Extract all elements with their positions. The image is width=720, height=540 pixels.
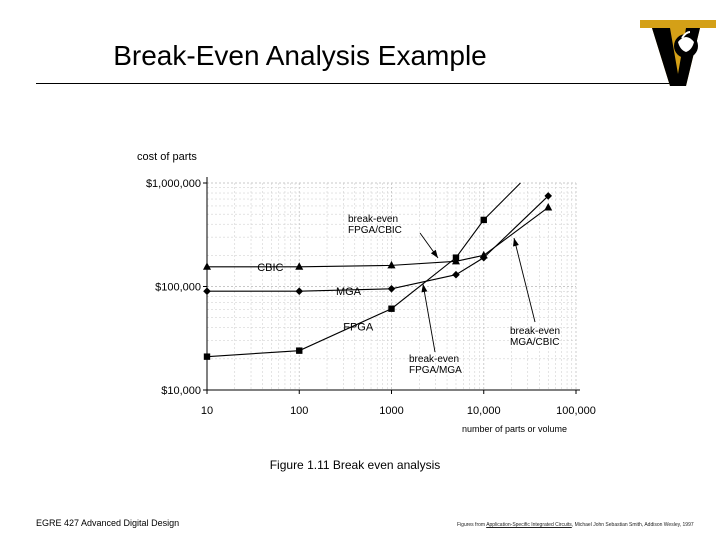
- data-point-fpga: [481, 217, 487, 223]
- data-point-cbic: [388, 261, 396, 269]
- annotation-text: break-even: [409, 354, 460, 365]
- annotation-arrow-line: [423, 284, 435, 352]
- data-point-mga: [203, 287, 211, 295]
- y-tick-label: $10,000: [161, 385, 201, 397]
- data-point-cbic: [544, 203, 552, 211]
- data-point-cbic: [295, 262, 303, 270]
- y-axis-label: cost of parts: [137, 151, 197, 163]
- footer-citation: [457, 522, 697, 529]
- annotation-arrowhead: [431, 250, 438, 258]
- data-point-mga: [452, 271, 460, 279]
- annotation-text: break-even: [510, 326, 561, 337]
- annotation-text: FPGA/CBIC: [348, 225, 402, 236]
- x-tick-label: 10,000: [466, 405, 501, 417]
- slide-title: Break-Even Analysis Example: [113, 40, 487, 71]
- annotation-breakeven-fpga-cbic: [348, 214, 438, 258]
- series-cbic: [203, 203, 552, 270]
- annotation-arrowhead: [421, 284, 427, 292]
- citation-prefix: Figures from: [457, 522, 487, 528]
- annotation-breakeven-fpga-mga: [409, 284, 462, 376]
- figure-caption: Figure 1.11 Break even analysis: [269, 458, 441, 472]
- x-axis-label: number of parts or volume: [462, 424, 568, 434]
- data-point-cbic: [203, 262, 211, 270]
- annotation-arrowhead: [513, 238, 519, 246]
- series-label-mga: MGA: [335, 286, 362, 299]
- y-tick-label: $1,000,000: [145, 178, 201, 190]
- x-tick-label: 1000: [379, 405, 404, 417]
- x-tick-label: 100: [290, 405, 309, 417]
- data-point-fpga: [388, 306, 394, 312]
- y-tick-label: $100,000: [155, 281, 201, 294]
- data-point-mga: [295, 287, 303, 295]
- series-line-mga: [207, 196, 548, 291]
- citation-book-title: Application-Specific Integrated Circuits: [486, 522, 572, 528]
- series-label-fpga: FPGA: [343, 321, 374, 334]
- series-label-cbic: CBIC: [257, 261, 284, 274]
- data-point-fpga: [204, 353, 210, 359]
- annotation-text: FPGA/MGA: [409, 365, 462, 376]
- chart-series: [203, 183, 552, 360]
- x-tick-label: 10: [200, 405, 214, 417]
- x-tick-label: 100,000: [556, 405, 596, 417]
- data-point-fpga: [296, 347, 302, 353]
- annotation-text: break-even: [348, 214, 399, 225]
- annotation-breakeven-mga-cbic: [510, 238, 560, 348]
- chart-annotations: [348, 214, 560, 376]
- annotation-text: MGA/CBIC: [510, 337, 560, 348]
- citation-suffix: , Michael John Sebastian Smith, Addison Wesley, 1997: [571, 522, 694, 528]
- footer-course-title: EGRE 427 Advanced Digital Design: [36, 518, 180, 528]
